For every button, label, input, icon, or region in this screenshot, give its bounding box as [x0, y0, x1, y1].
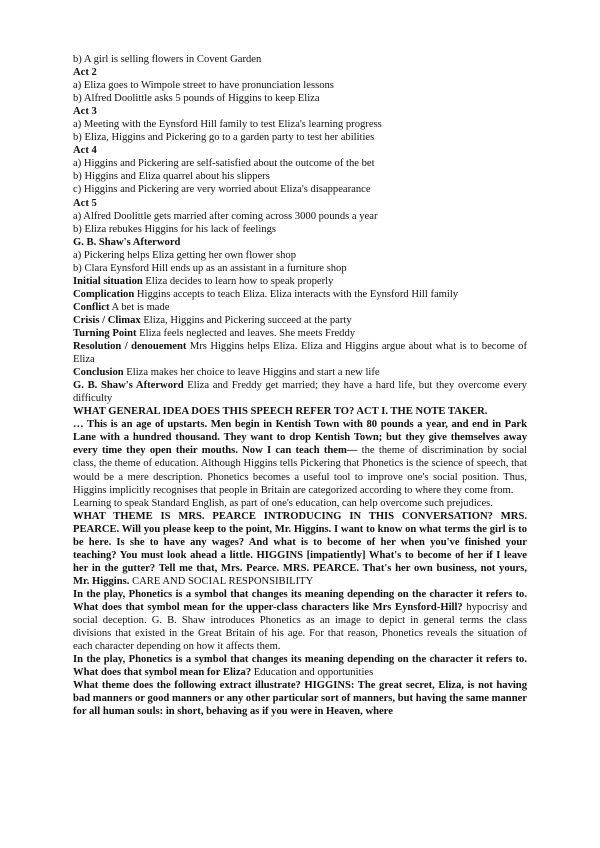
summary-line: a) Meeting with the Eynsford Hill family to test Eliza's learning progress [73, 119, 382, 131]
summary-line: a) Eliza goes to Wimpole street to have pronunciation lessons [73, 80, 334, 92]
question-heading: WHAT THEME IS MRS. PEARCE INTRODUCING IN THIS CONVERSATION? MRS. PEARCE. Will you please keep to the point, Mr. Higgins. I want to know on what terms the girl is to be here. Is she to have any wages? And what is to become of her when you've finished your teaching? You must look ahead a little. HIGGINS [impatiently] What's to become of her if I leave her in the gutter? Tell me that, Mrs. Pearce. MRS. PEARCE. That's her own business, not yours, Mr. Higgins. [73, 510, 527, 587]
question-3 [73, 588, 527, 653]
answer-text: Learning to speak Standard English, as part of one's education, can help overcome such prejudices. [73, 497, 493, 509]
summary-line: b) A girl is selling flowers in Covent Garden [73, 54, 262, 65]
plot-text: Eliza makes her choice to leave Higgins and start a new life [123, 367, 380, 379]
question-5 [73, 679, 527, 718]
plot-label: Crisis / Climax [73, 314, 141, 326]
plot-text: Eliza feels neglected and leaves. She meets Freddy [136, 327, 356, 339]
plot-label: Resolution / denouement [73, 341, 187, 353]
afterword-heading: G. B. Shaw's Afterword [73, 236, 181, 248]
question-heading: In the play, Phonetics is a symbol that changes its meaning depending on the character it refers to. What does that symbol mean for the upper-class characters like Mrs Eynsford-Hill? [73, 588, 527, 613]
question-heading: WHAT GENERAL IDEA DOES THIS SPEECH REFER TO? ACT I. THE NOTE TAKER. [73, 406, 488, 418]
summary-line: a) Pickering helps Eliza getting her own flower shop [73, 249, 296, 261]
plot-complication [73, 288, 527, 301]
answer-text: CARE AND SOCIAL RESPONSIBILITY [129, 575, 314, 587]
summary-line: b) Alfred Doolittle asks 5 pounds of Higgins to keep Eliza [73, 93, 320, 105]
plot-initial [73, 275, 527, 288]
plot-label: Complication [73, 288, 135, 300]
plot-conclusion [73, 366, 527, 379]
answer-text: hypocrisy and social deception. G. B. Shaw introduces Phonetics as an image to depict in general terms the class divisions that existed in the Great Britain of his age. For that reason, Phonetics reveals the situation of each character depending on how it affects them. [73, 601, 528, 653]
answer-text: the theme of discrimination by social class, the theme of education. Although Higgins tells Pickering that Phonetics is the science of speech, that would be a mere description. Phonetics becomes a useful tool to improve one's social position. Thus, Higgins implicitly recognises that people in Britain are categorized according to where they come from. [73, 445, 528, 496]
question-heading: In the play, Phonetics is a symbol that changes its meaning depending on the character it refers to. What does that symbol mean for Eliza? [73, 654, 527, 679]
act-heading: Act 3 [73, 106, 97, 118]
plot-label: Conflict [73, 301, 110, 313]
plot-text: Eliza, Higgins and Pickering succeed at the party [140, 314, 352, 326]
question-4 [73, 653, 527, 679]
question-2 [73, 510, 527, 588]
plot-text: Mrs Higgins helps Eliza. Eliza and Higgins argue about what is to become of Eliza [73, 341, 527, 366]
plot-resolution [73, 340, 527, 366]
summary-line: b) Higgins and Eliza quarrel about his slippers [73, 171, 270, 183]
plot-text: Higgins accepts to teach Eliza. Eliza interacts with the Eynsford Hill family [134, 288, 459, 300]
summary-line: c) Higgins and Pickering are very worried about Eliza's disappearance [73, 184, 371, 196]
summary-line: a) Higgins and Pickering are self-satisfied about the outcome of the bet [73, 158, 375, 170]
plot-label: Initial situation [73, 275, 143, 287]
plot-afterword [73, 379, 527, 405]
summary-line: b) Clara Eynsford Hill ends up as an assistant in a furniture shop [73, 262, 347, 274]
plot-text: A bet is made [109, 301, 170, 313]
summary-line: a) Alfred Doolittle gets married after coming across 3000 pounds a year [73, 210, 378, 222]
summary-line: b) Eliza rebukes Higgins for his lack of feelings [73, 223, 276, 235]
act-heading: Act 5 [73, 197, 97, 209]
plot-turning-point [73, 327, 527, 340]
plot-label: Conclusion [73, 367, 124, 379]
plot-conflict [73, 301, 527, 314]
question-heading: What theme does the following extract illustrate? HIGGINS: The great secret, Eliza, is not having bad manners or good manners or any other particular sort of manners, but having the same manner for all human souls: in short, behaving as if you were in Heaven, where [73, 680, 527, 718]
plot-label: G. B. Shaw's Afterword [73, 380, 184, 392]
question-1-body [73, 418, 527, 496]
plot-text: Eliza decides to learn how to speak properly [142, 275, 334, 287]
plot-text: Eliza and Freddy get married; they have a hard life, but they overcome every difficulty [73, 380, 527, 405]
question-quote: … This is an age of upstarts. Men begin in Kentish Town with 80 pounds a year, and end in Park Lane with a hundred thousand. They want to drop Kentish Town; but they give themselves away every time they open their mouths. Now I can teach them— [73, 419, 527, 457]
act-heading: Act 2 [73, 67, 97, 79]
question-1 [73, 405, 527, 418]
answer-text: Education and opportunities [251, 667, 374, 679]
document-body [73, 53, 527, 718]
plot-crisis [73, 314, 527, 327]
act-heading: Act 4 [73, 145, 97, 157]
plot-label: Turning Point [73, 327, 137, 339]
summary-line: b) Eliza, Higgins and Pickering go to a garden party to test her abilities [73, 132, 375, 144]
